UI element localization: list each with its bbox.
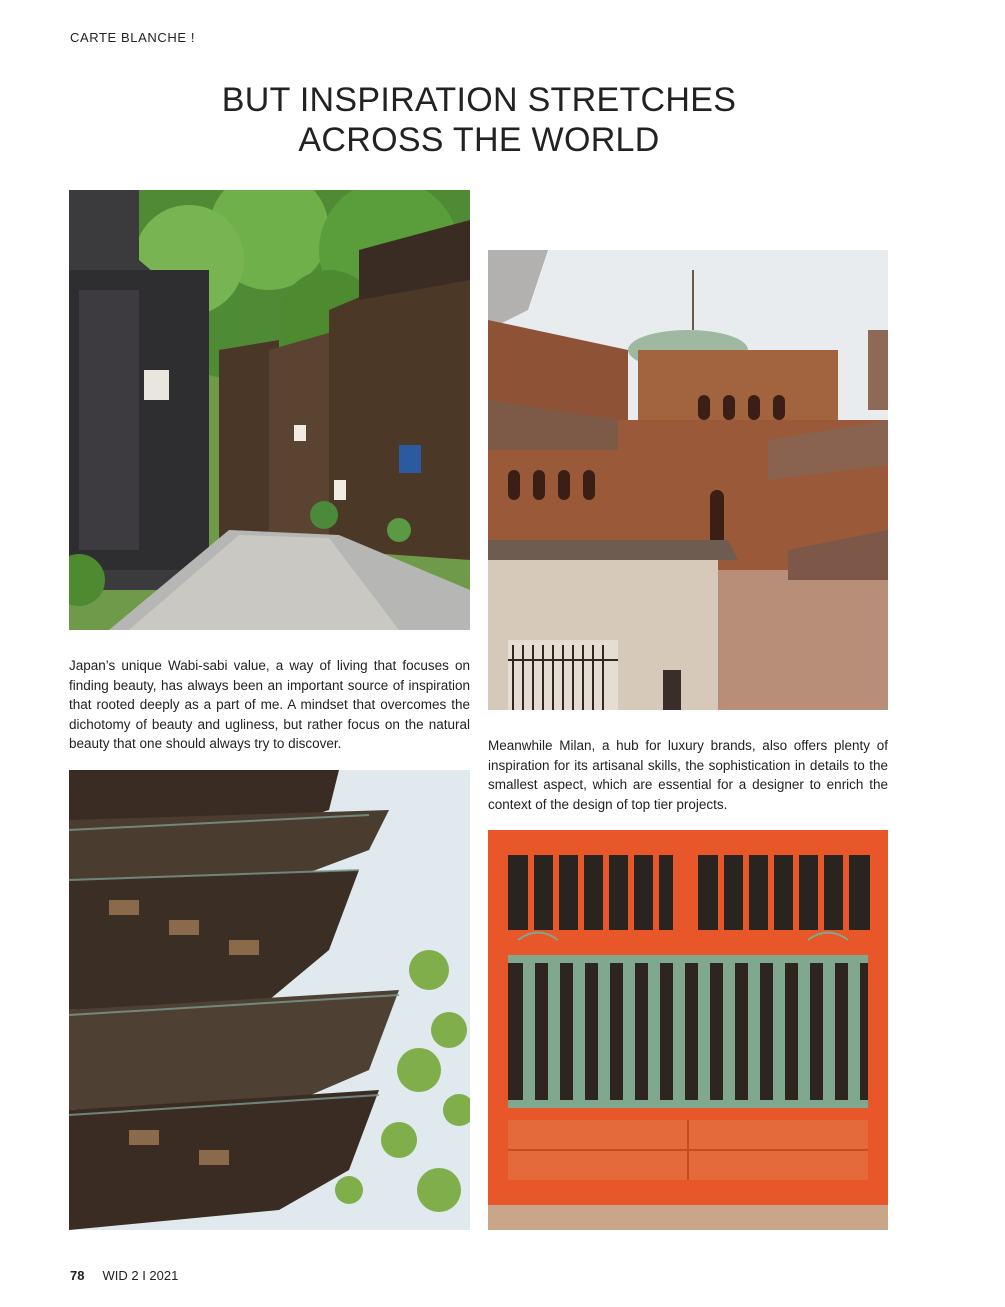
page-footer <box>70 1268 178 1283</box>
magazine-issue: WID 2 I 2021 <box>102 1268 179 1283</box>
milan-paragraph: Meanwhile Milan, a hub for luxury brands, also offers plenty of inspiration for its artisanal skills, the sophistication in details to the smallest aspect, which are essential for a designer to enrich the context of the design of top tier projects. <box>488 738 888 812</box>
section-label: CARTE BLANCHE ! <box>70 30 196 45</box>
title-line-2: ACROSS THE WORLD <box>298 121 660 159</box>
page-number: 78 <box>70 1268 85 1283</box>
japan-paragraph: Japan’s unique Wabi-sabi value, a way of living that focuses on finding beauty, has always been an important source of inspiration that rooted deeply as a part of me. A mindset that overcomes the dichotomy of beauty and ugliness, but rather focus on the natural beauty that one should always try to discover. <box>69 658 470 751</box>
photo-shrine-lattice <box>488 830 888 1230</box>
photo-japanese-street <box>69 190 470 630</box>
photo-pagoda <box>69 770 470 1230</box>
title-line-1: BUT INSPIRATION STRETCHES <box>221 81 737 119</box>
page-title <box>0 80 958 160</box>
photo-milan-church <box>488 250 888 710</box>
